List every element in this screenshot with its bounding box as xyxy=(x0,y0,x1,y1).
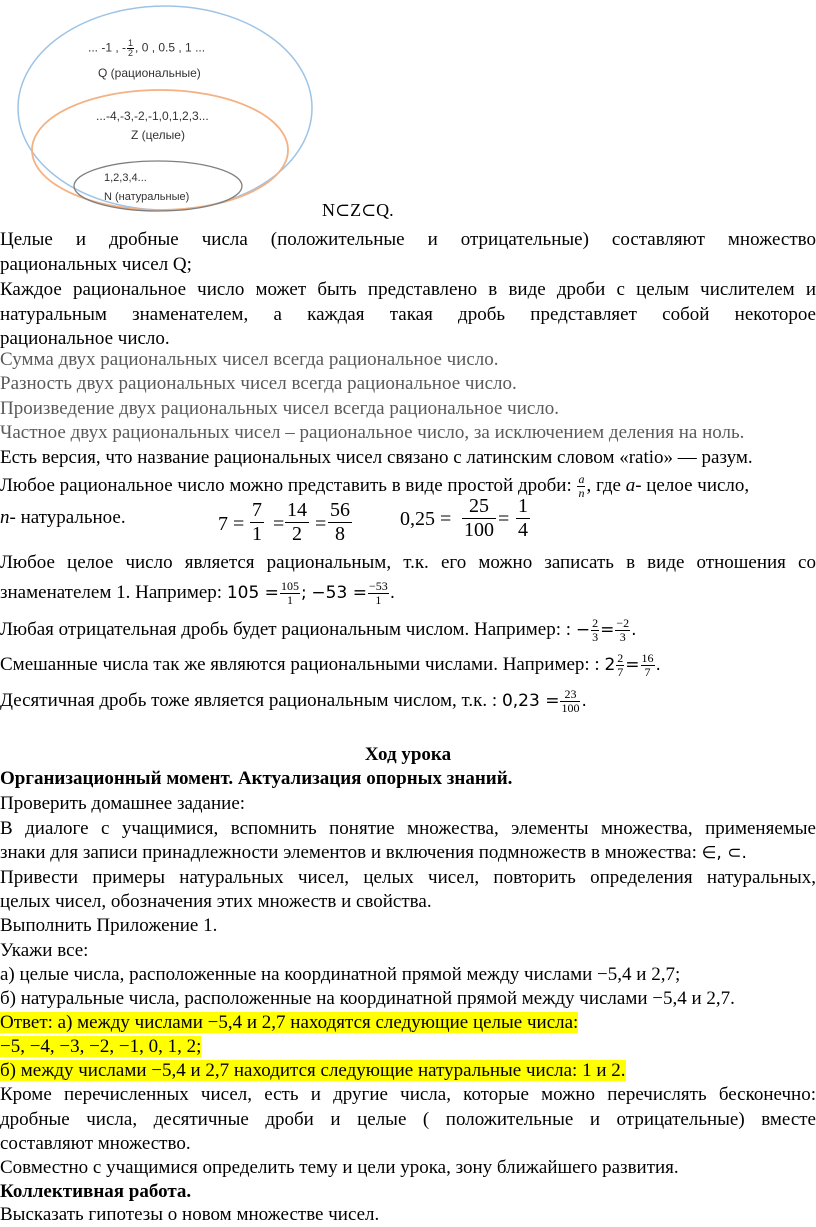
sets-venn-diagram xyxy=(0,0,330,215)
task-a: а) целые числа, расположенные на координатной прямой между числами −5,4 и 2,7; xyxy=(0,964,681,985)
mixed-number-line: Смешанные числа так же являются рациональными числами. Например: : 2 $\frac{2}{7}$ = $\frac{16}{7}$ . xyxy=(0,651,661,679)
property-sum: Сумма двух рациональных чисел всегда рациональное число. xyxy=(0,349,499,370)
answer-b: б) между числами −5,4 и 2,7 находится следующие натуральные числа: 1 и 2. xyxy=(0,1060,626,1081)
example-quarter-lhs: 0,25 = xyxy=(400,508,452,530)
section-heading: Коллективная работа. xyxy=(0,1181,192,1202)
text-line: целых чисел, обозначения этих множеств и свойства. xyxy=(0,891,432,912)
fraction-1-4: 1 4 xyxy=(518,495,528,541)
text-line: В диалоге с учащимися, вспомнить понятие множества, элементы множества, применяемые xyxy=(0,818,816,839)
answer-a: Ответ: а) между числами −5,4 и 2,7 находятся следующие целые числа: xyxy=(0,1012,579,1033)
text-line: Любое целое число является рациональным, т.к. его можно записать в виде отношения со xyxy=(0,552,816,573)
text-line: Привести примеры натуральных чисел, целых чисел, повторить определения натуральных, xyxy=(0,867,816,888)
set-q-label: Q (рациональные) xyxy=(98,66,201,80)
set-n-ellipse xyxy=(74,161,242,211)
set-inclusion-formula: N⊂Z⊂Q. xyxy=(322,200,394,220)
text-line: знаки для записи принадлежности элементов и включения подмножеств в множества: ∈, ⊂. xyxy=(0,842,747,863)
text-line: натуральным знаменателем, а каждая такая дробь представляет собой некоторое xyxy=(0,304,816,325)
set-z-label: Z (целые) xyxy=(131,128,185,142)
set-n-elements: 1,2,3,4... xyxy=(104,172,147,184)
text-line: рациональных чисел Q; xyxy=(0,254,192,275)
fraction-56-8: 56 8 xyxy=(330,499,350,545)
equals-sign: = xyxy=(498,508,510,530)
set-n-label: N (натуральные) xyxy=(104,191,190,203)
equals-sign: = xyxy=(273,513,285,535)
lesson-heading: Ход урока xyxy=(364,744,452,765)
section-heading: Организационный момент. Актуализация опорных знаний. xyxy=(0,768,513,789)
ratio-note: Есть версия, что название рациональных чисел связано с латинским словом «ratio» — разум. xyxy=(0,447,753,468)
equals-sign: = xyxy=(315,513,327,535)
property-product: Произведение двух рациональных чисел всегда рациональное число. xyxy=(0,398,560,419)
text-line: дробные числа, десятичные дроби и целые ( положительные и отрицательные) вместе xyxy=(0,1109,816,1130)
integer-example-line: знаменателем 1. Например: 105 = $\frac{105}{1}$ ; −53 = $\frac{-53}{1}$ . xyxy=(0,579,396,607)
set-q-ellipse xyxy=(18,6,312,210)
decimal-line: Десятичная дробь тоже является рациональным числом, т.к. : 0,23 = $\frac{23}{100}$ . xyxy=(0,687,587,715)
text-line: рациональное число. xyxy=(0,328,170,349)
set-z-elements: ...-4,-3,-2,-1,0,1,2,3... xyxy=(96,109,209,123)
task-line: Укажи все: xyxy=(0,940,89,961)
hypothesis-line: Высказать гипотезы о новом множестве чисел. xyxy=(0,1204,380,1225)
simple-fraction-line-2: n- натуральное. xyxy=(0,507,126,528)
fraction-14-2: 14 2 xyxy=(287,499,307,545)
simple-fraction-line: Любое рациональное число можно представить в виде простой дроби: $\frac{a}{n}$ , где a- целое число, xyxy=(0,472,750,500)
property-difference: Разность двух рациональных чисел всегда рациональное число. xyxy=(0,373,517,394)
text-line: Целые и дробные числа (положительные и отрицательные) составляют множество xyxy=(0,229,816,250)
homework-line: Проверить домашнее задание: xyxy=(0,793,246,814)
text-line: Кроме перечисленных чисел, есть и другие числа, которые можно перечислять бесконечно: xyxy=(0,1084,816,1105)
fraction-7-1: 7 1 xyxy=(252,499,262,545)
appendix-line: Выполнить Приложение 1. xyxy=(0,915,218,936)
fraction-25-100: 25 100 xyxy=(464,495,494,541)
text-line: составляют множество. xyxy=(0,1133,191,1154)
answer-a-values: −5, −4, −3, −2, −1, 0, 1, 2; xyxy=(0,1036,202,1057)
set-q-elements: ... -1 , - $\frac{1}{2}$ , 0 , 0.5 , 1 ... xyxy=(88,38,206,58)
topic-line: Совместно с учащимися определить тему и цели урока, зону ближайшего развития. xyxy=(0,1157,679,1178)
task-b: б) натуральные числа, расположенные на координатной прямой между числами −5,4 и 2,7. xyxy=(0,988,735,1009)
negative-fraction-line: Любая отрицательная дробь будет рациональным числом. Например: : − $\frac{2}{3}$ = $\frac{-2}{3}$ . xyxy=(0,616,637,644)
text-line: Каждое рациональное число может быть представлено в виде дроби с целым числителем и xyxy=(0,279,816,300)
example-seven-lhs: 7 = xyxy=(218,513,245,535)
property-quotient: Частное двух рациональных чисел – рациональное число, за исключением деления на ноль. xyxy=(0,422,745,443)
